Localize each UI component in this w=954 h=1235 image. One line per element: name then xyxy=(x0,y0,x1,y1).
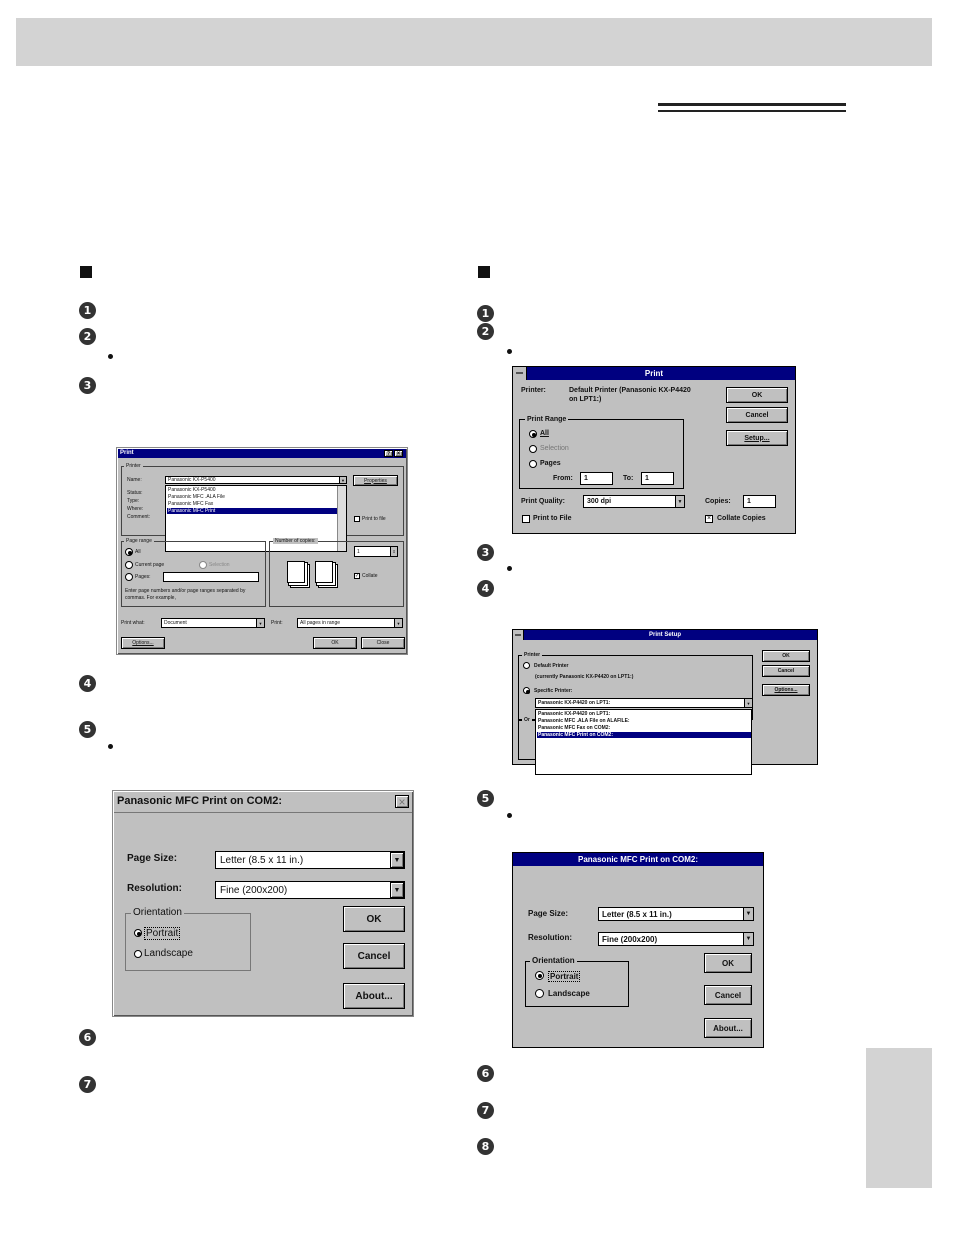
print-to-file-checkbox[interactable] xyxy=(354,516,360,522)
cancel-button[interactable]: Cancel xyxy=(726,407,788,423)
side-tab xyxy=(866,1048,932,1188)
options-button[interactable]: Options... xyxy=(762,684,810,696)
mfc-print-dialog-win95 xyxy=(112,790,414,1017)
pages-label: Pages xyxy=(540,460,561,467)
printer-value-line1: Default Printer (Panasonic KX-P4420 xyxy=(569,387,691,394)
copies-value: 1 xyxy=(747,498,751,505)
about-button[interactable]: About... xyxy=(704,1018,752,1038)
pages-hint: Enter page numbers and/or page ranges separated by commas. For example, xyxy=(125,588,246,601)
step-number: 6 xyxy=(79,1029,96,1046)
collate-pages-icon xyxy=(287,561,305,583)
copies-input[interactable] xyxy=(743,495,776,508)
collate-checkbox[interactable]: × xyxy=(706,515,712,522)
ok-button[interactable]: OK xyxy=(762,650,810,662)
print-select[interactable] xyxy=(297,618,403,628)
landscape-label: Landscape xyxy=(548,989,590,998)
about-button[interactable]: About... xyxy=(343,983,405,1009)
page-size-select[interactable] xyxy=(598,907,754,921)
step-number: 2 xyxy=(477,323,494,340)
printer-label: Printer: xyxy=(521,387,546,394)
currently-label: (currently Panasonic KX-P4420 on LPT1:) xyxy=(535,674,634,680)
setup-button[interactable]: Setup... xyxy=(726,430,788,446)
selection-label: Selection xyxy=(209,562,230,568)
print-what-select[interactable] xyxy=(161,618,265,628)
cancel-button[interactable]: Cancel xyxy=(704,985,752,1005)
copies-input[interactable] xyxy=(354,546,398,557)
ok-button[interactable]: OK xyxy=(704,953,752,973)
printer-name-value: Panasonic KX-P5400 xyxy=(168,477,216,483)
where-label: Where: xyxy=(127,506,144,512)
default-printer-label: Default Printer xyxy=(534,663,569,669)
from-value: 1 xyxy=(584,475,588,482)
from-input[interactable] xyxy=(580,472,613,485)
chevron-down-icon[interactable]: ▼ xyxy=(256,619,264,627)
title-bar xyxy=(118,449,406,458)
all-label: All xyxy=(135,549,141,555)
resolution-value: Fine (200x200) xyxy=(220,885,288,896)
cancel-button[interactable]: Cancel xyxy=(343,943,405,969)
dialog-title: Print xyxy=(644,369,664,378)
printer-option-selected[interactable]: Panasonic MFC Print xyxy=(167,508,338,514)
page-size-value: Letter (8.5 x 11 in.) xyxy=(602,910,672,919)
specific-printer-label: Specific Printer: xyxy=(534,688,573,694)
print-to-file-checkbox[interactable] xyxy=(522,515,530,523)
spinner-icon[interactable]: ⇕ xyxy=(390,547,397,556)
print-what-value: Document xyxy=(164,620,187,626)
close-icon[interactable]: × xyxy=(394,450,403,457)
bullet xyxy=(108,744,113,749)
page-range-label: Page range xyxy=(126,538,152,544)
to-input[interactable] xyxy=(641,472,674,485)
close-button[interactable]: Close xyxy=(361,637,405,649)
orientation-stub: Or xyxy=(524,717,530,723)
mfc-print-dialog-win31 xyxy=(512,852,764,1048)
step-number: 1 xyxy=(477,305,494,322)
step-number: 1 xyxy=(79,302,96,319)
printer-option[interactable]: Panasonic MFC Fax xyxy=(168,501,214,507)
step-number: 3 xyxy=(79,377,96,394)
printer-option[interactable]: Panasonic KX-P4420 on LPT1: xyxy=(538,711,611,717)
current-page-label: Current page xyxy=(135,562,165,568)
printer-name-select[interactable] xyxy=(165,476,347,484)
bullet xyxy=(507,813,512,818)
dialog-title: Panasonic MFC Print on COM2: xyxy=(117,795,283,807)
print-value: All pages in range xyxy=(300,620,341,626)
print-dialog-win95 xyxy=(116,447,408,655)
default-printer-radio[interactable] xyxy=(523,662,530,669)
portrait-radio[interactable] xyxy=(134,929,142,937)
type-label: Type: xyxy=(127,498,140,504)
bullet xyxy=(507,566,512,571)
pages-radio[interactable] xyxy=(529,460,537,468)
pages-label: Pages: xyxy=(135,574,151,580)
page-size-value: Letter (8.5 x 11 in.) xyxy=(220,855,304,866)
portrait-label: Portrait xyxy=(550,972,579,981)
resolution-select[interactable] xyxy=(215,881,405,899)
chevron-down-icon[interactable]: ▼ xyxy=(394,619,402,627)
step-number: 5 xyxy=(477,790,494,807)
printer-option-selected[interactable]: Panasonic MFC Print on COM2: xyxy=(537,732,751,738)
step-number: 8 xyxy=(477,1138,494,1155)
orientation-label: Orientation xyxy=(133,907,182,918)
ok-button[interactable]: OK xyxy=(726,387,788,403)
selection-label: Selection xyxy=(540,445,569,452)
print-what-label: Print what: xyxy=(121,620,145,626)
page-size-label: Page Size: xyxy=(528,909,569,918)
print-setup-dialog-win31 xyxy=(512,629,818,765)
from-label: From: xyxy=(553,475,573,482)
collate-pages-icon xyxy=(315,561,333,583)
step-number: 7 xyxy=(79,1076,96,1093)
collate-label: Collate Copies xyxy=(717,515,766,522)
print-quality-value: 300 dpi xyxy=(587,498,612,505)
print-to-file-label: Print to File xyxy=(533,515,572,522)
print-quality-select[interactable] xyxy=(583,495,685,508)
all-radio[interactable] xyxy=(125,548,133,556)
landscape-radio[interactable] xyxy=(134,950,142,958)
help-button[interactable]: ? xyxy=(384,450,393,457)
copies-value: 1 xyxy=(357,549,360,555)
bullet xyxy=(507,349,512,354)
pages-input[interactable] xyxy=(163,572,259,582)
printer-option[interactable]: Panasonic KX-P5400 xyxy=(168,487,216,493)
resolution-value: Fine (200x200) xyxy=(602,935,658,944)
printer-dropdown-list[interactable] xyxy=(535,709,752,775)
pages-radio[interactable] xyxy=(125,573,133,581)
printer-group-label: Printer xyxy=(126,463,141,469)
chevron-down-icon[interactable]: ▼ xyxy=(743,933,753,945)
landscape-radio[interactable] xyxy=(535,989,544,998)
title-bar xyxy=(513,367,795,380)
collate-checkbox[interactable]: ✓ xyxy=(355,573,360,579)
title-bar xyxy=(513,630,817,640)
portrait-label: Portrait xyxy=(146,928,179,939)
step-number: 6 xyxy=(477,1065,494,1082)
system-menu-icon[interactable] xyxy=(513,367,527,380)
comment-label: Comment: xyxy=(127,514,151,520)
landscape-label: Landscape xyxy=(144,948,193,959)
resolution-label: Resolution: xyxy=(127,883,182,894)
specific-printer-select[interactable] xyxy=(535,698,753,708)
current-page-radio[interactable] xyxy=(125,561,133,569)
step-number: 5 xyxy=(79,721,96,738)
ok-button[interactable]: OK xyxy=(313,637,357,649)
section-marker-right xyxy=(478,266,490,278)
chevron-down-icon[interactable]: ▼ xyxy=(339,477,346,483)
bullet xyxy=(108,354,113,359)
title-bar xyxy=(513,853,763,866)
specific-printer-value: Panasonic KX-P4420 on LPT1: xyxy=(538,700,611,706)
close-icon[interactable]: × xyxy=(395,795,409,808)
step-number: 4 xyxy=(477,580,494,597)
title-double-rule xyxy=(658,103,846,112)
name-label: Name: xyxy=(127,477,142,483)
dialog-title: Panasonic MFC Print on COM2: xyxy=(577,855,698,864)
step-number: 3 xyxy=(477,544,494,561)
dialog-title: Print Setup xyxy=(648,632,681,638)
all-label: All xyxy=(540,430,549,437)
cancel-button[interactable]: Cancel xyxy=(762,665,810,677)
collate-label: Collate xyxy=(362,573,378,579)
status-label: Status: xyxy=(127,490,143,496)
specific-printer-radio[interactable] xyxy=(523,687,530,694)
orientation-group xyxy=(525,961,629,1007)
dialog-title: Print xyxy=(120,450,134,456)
print-to-file-label: Print to file xyxy=(362,516,386,522)
to-value: 1 xyxy=(645,475,649,482)
orientation-group xyxy=(125,913,251,971)
print-range-label: Print Range xyxy=(527,416,567,423)
title-bar xyxy=(114,792,412,813)
step-number: 7 xyxy=(477,1102,494,1119)
header-band xyxy=(16,18,932,66)
chevron-down-icon[interactable]: ▼ xyxy=(743,908,753,920)
ok-button[interactable]: OK xyxy=(343,906,405,932)
orientation-label: Orientation xyxy=(532,956,575,965)
print-dialog-win31 xyxy=(512,366,796,534)
printer-option[interactable]: Panasonic MFC .ALA File on ALAFILE: xyxy=(538,718,630,724)
copies-label: Copies: xyxy=(705,498,731,505)
printer-option[interactable]: Panasonic MFC Fax on COM2: xyxy=(538,725,611,731)
print-quality-label: Print Quality: xyxy=(521,498,565,505)
to-label: To: xyxy=(623,475,634,482)
chevron-down-icon[interactable]: ▼ xyxy=(390,882,404,898)
copies-label: Number of copies: xyxy=(275,538,316,544)
options-button[interactable]: Options... xyxy=(121,637,165,649)
page-size-label: Page Size: xyxy=(127,853,178,864)
print-label: Print: xyxy=(271,620,283,626)
printer-option[interactable]: Panasonic MFC .ALA File xyxy=(168,494,225,500)
step-number: 2 xyxy=(79,328,96,345)
portrait-radio[interactable] xyxy=(535,971,544,980)
chevron-down-icon[interactable]: ▼ xyxy=(675,496,684,507)
section-marker-left xyxy=(80,266,92,278)
resolution-select[interactable] xyxy=(598,932,754,946)
system-menu-icon[interactable] xyxy=(513,630,524,640)
printer-value-line2: on LPT1:) xyxy=(569,396,602,403)
chevron-down-icon[interactable]: ▼ xyxy=(744,699,752,707)
step-number: 4 xyxy=(79,675,96,692)
resolution-label: Resolution: xyxy=(528,933,572,942)
properties-button[interactable]: Properties xyxy=(353,475,398,486)
selection-radio[interactable] xyxy=(199,561,207,569)
selection-radio[interactable] xyxy=(529,445,537,453)
chevron-down-icon[interactable]: ▼ xyxy=(390,852,404,868)
printer-group-label: Printer xyxy=(524,652,541,658)
page-size-select[interactable] xyxy=(215,851,405,869)
all-radio[interactable] xyxy=(529,430,537,438)
